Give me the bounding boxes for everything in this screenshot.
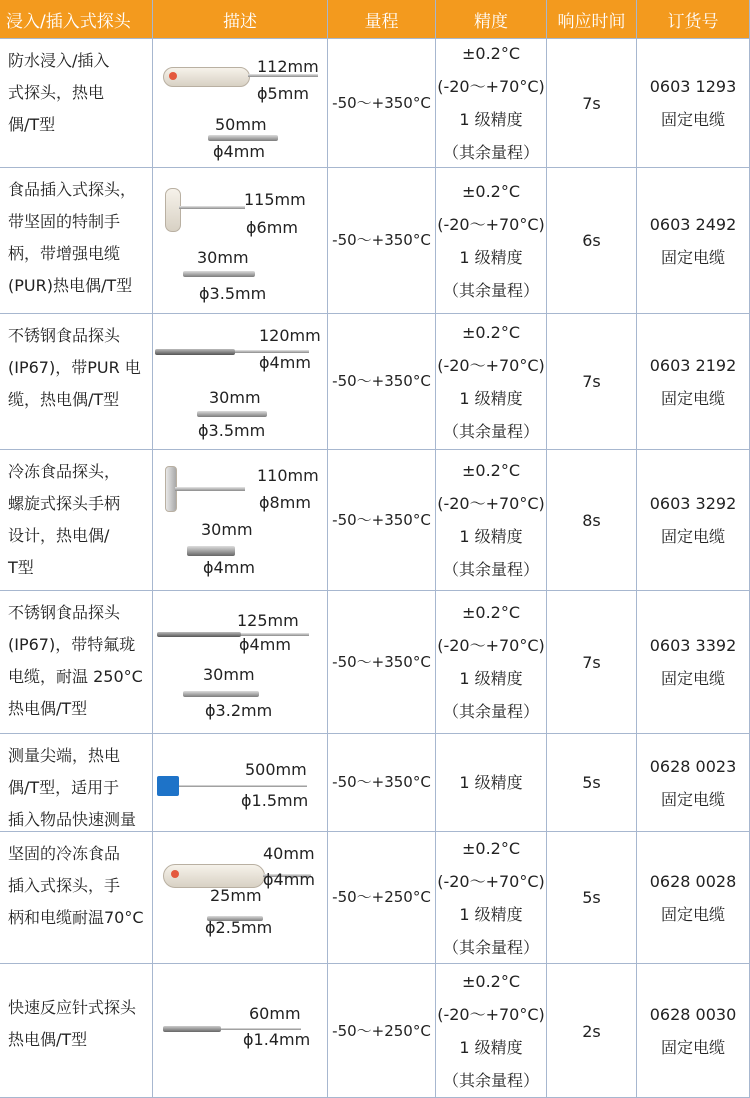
diameter-label: ϕ6mm [246, 218, 298, 237]
precision-cell [436, 168, 547, 313]
precision-line: （其余量程） [442, 937, 539, 957]
diameter-label: ϕ4mm [239, 635, 291, 654]
probe-description [153, 832, 328, 963]
length-label: 40mm [263, 844, 315, 863]
length-label: 120mm [259, 326, 321, 345]
order-cable-type: 固定电缆 [660, 669, 725, 688]
tip-length-label: 30mm [209, 388, 261, 407]
precision-cell [436, 964, 547, 1098]
precision-line: (-20～+70°C) [437, 355, 545, 375]
probe-name-line: 防水浸入/插入 [8, 51, 110, 70]
range-cell [328, 314, 436, 449]
range-value: -50～+350°C [332, 93, 431, 112]
range-value: -50～+350°C [332, 372, 431, 390]
precision-line: ±0.2°C [461, 461, 521, 480]
order-cell [637, 450, 750, 590]
probe-name-line: 电缆，耐温 250°C [8, 667, 143, 686]
precision-line: (-20～+70°C) [437, 1005, 545, 1024]
tip-length-label: 25mm [210, 886, 262, 905]
response-cell [547, 314, 637, 449]
header-range: 量程 [328, 0, 436, 38]
precision-line: （其余量程） [442, 143, 539, 162]
diameter-label: ϕ1.4mm [243, 1030, 311, 1049]
order-cable-type: 固定电缆 [660, 527, 725, 546]
range-value: -50～+250°C [332, 1021, 431, 1040]
order-cable-type: 固定电缆 [660, 789, 725, 809]
precision-line: （其余量程） [442, 702, 539, 721]
length-label: 60mm [249, 1004, 301, 1023]
probe-description [153, 964, 328, 1098]
probe-name-line: 带坚固的特制手 [8, 212, 121, 231]
range-value: -50～+350°C [332, 652, 431, 671]
range-value: -50～+350°C [332, 510, 431, 529]
range-cell [328, 734, 436, 831]
range-cell [328, 964, 436, 1098]
precision-line: (-20～+70°C) [437, 214, 545, 234]
order-cell [637, 832, 750, 963]
probe-name-line: 快速反应针式探头 [8, 998, 137, 1017]
probe-name-line: (IP67)，带特氟珑 [8, 635, 136, 654]
table-row [0, 167, 750, 313]
order-cable-type: 固定电缆 [660, 388, 725, 408]
tip-length-label: 50mm [215, 115, 267, 134]
probe-name-line: 不锈钢食品探头 [8, 326, 121, 345]
probe-name-line: 热电偶/T型 [8, 1030, 88, 1049]
probe-description [153, 450, 328, 590]
probe-description [153, 591, 328, 733]
order-number: 0603 3292 [649, 494, 737, 513]
probe-name [0, 450, 153, 590]
precision-line: ±0.2°C [461, 838, 521, 858]
order-number: 0603 2492 [649, 214, 737, 234]
order-number: 0628 0028 [649, 871, 737, 891]
probe-name-line: 插入式探头，手 [8, 876, 121, 895]
range-value: -50～+350°C [332, 231, 431, 249]
precision-line: ±0.2°C [461, 44, 521, 63]
response-value: 7s [582, 372, 601, 391]
probe-name-line: 坚固的冷冻食品 [8, 844, 121, 863]
response-value: 7s [582, 93, 601, 113]
order-number: 0628 0023 [649, 756, 737, 776]
length-label: 500mm [245, 760, 307, 779]
order-number: 0603 2192 [649, 355, 737, 375]
order-cable-type: 固定电缆 [660, 904, 725, 924]
precision-line: 1 级精度 [459, 669, 523, 688]
probe-name-line: 不锈钢食品探头 [8, 603, 121, 622]
precision-line: 1 级精度 [459, 247, 523, 267]
precision-cell [436, 39, 547, 167]
length-label: 125mm [237, 611, 299, 630]
probe-name-line: 设计，热电偶/ [8, 526, 110, 545]
response-value: 6s [582, 231, 601, 250]
tip-diameter-label: ϕ2.5mm [205, 918, 273, 937]
probe-name-line: 式探头，热电 [8, 83, 105, 102]
diameter-label: ϕ1.5mm [241, 791, 309, 810]
probe-name-line: 缆，热电偶/T型 [8, 390, 120, 409]
precision-cell [436, 832, 547, 963]
probe-name-line: 食品插入式探头， [8, 180, 137, 199]
probe-name-line: 热电偶/T型 [8, 699, 88, 718]
length-label: 115mm [244, 190, 306, 209]
tip-length-label: 30mm [197, 248, 249, 267]
tip-length-label: 30mm [203, 665, 255, 684]
response-value: 2s [582, 1021, 601, 1041]
precision-line: （其余量程） [442, 421, 539, 441]
precision-line: 1 级精度 [459, 388, 523, 408]
order-cable-type: 固定电缆 [660, 110, 725, 129]
tip-diameter-label: ϕ4mm [213, 142, 265, 161]
diameter-label: ϕ4mm [259, 353, 311, 372]
tip-diameter-label: ϕ3.5mm [198, 421, 266, 440]
precision-line: ±0.2°C [461, 972, 521, 991]
probe-name-line: 柄，带增强电缆 [8, 244, 121, 263]
response-cell [547, 734, 637, 831]
diameter-label: ϕ8mm [259, 493, 311, 512]
probe-description [153, 168, 328, 313]
response-cell [547, 168, 637, 313]
probe-name [0, 39, 153, 167]
range-value: -50～+350°C [332, 773, 431, 791]
response-value: 5s [582, 888, 601, 907]
diameter-label: ϕ4mm [263, 870, 315, 889]
precision-line: 1 级精度 [459, 773, 523, 792]
diameter-label: ϕ5mm [257, 84, 309, 103]
precision-line: （其余量程） [442, 280, 539, 300]
precision-cell [436, 450, 547, 590]
tip-diameter-label: ϕ3.5mm [199, 284, 267, 303]
response-cell [547, 832, 637, 963]
table-row [0, 590, 750, 733]
probe-name [0, 168, 153, 313]
probe-name-line: 偶/T型，适用于 [8, 778, 120, 797]
precision-cell [436, 314, 547, 449]
probe-name-line: (PUR)热电偶/T型 [8, 276, 133, 295]
order-number: 0603 3392 [649, 636, 737, 655]
range-cell [328, 450, 436, 590]
response-cell [547, 591, 637, 733]
precision-line: (-20～+70°C) [437, 636, 545, 655]
probe-name-line: 螺旋式探头手柄 [8, 494, 121, 513]
response-cell [547, 450, 637, 590]
length-label: 110mm [257, 466, 319, 485]
header-probe-type: 浸入/插入式探头 [0, 0, 153, 38]
range-cell [328, 591, 436, 733]
probe-name-line: 测量尖端，热电 [8, 746, 121, 765]
order-cell [637, 314, 750, 449]
probe-description [153, 314, 328, 449]
precision-line: ±0.2°C [461, 181, 521, 201]
order-cable-type: 固定电缆 [660, 247, 725, 267]
order-cable-type: 固定电缆 [660, 1038, 725, 1057]
table-row [0, 38, 750, 167]
table-header [0, 0, 750, 38]
probe-name [0, 734, 153, 831]
header-order-number: 订货号 [637, 0, 750, 38]
tip-diameter-label: ϕ3.2mm [205, 701, 273, 720]
precision-line: 1 级精度 [459, 110, 523, 129]
order-cell [637, 39, 750, 167]
table-row [0, 963, 750, 1098]
order-number: 0603 1293 [649, 77, 737, 96]
tip-length-label: 30mm [201, 520, 253, 539]
probe-name [0, 964, 153, 1098]
precision-cell [436, 734, 547, 831]
precision-line: （其余量程） [442, 560, 539, 579]
precision-line: (-20～+70°C) [437, 871, 545, 891]
precision-line: (-20～+70°C) [437, 494, 545, 513]
probe-name-line: 插入物品快速测量 [8, 810, 137, 829]
table-row [0, 313, 750, 449]
precision-line: （其余量程） [442, 1071, 539, 1090]
precision-line: 1 级精度 [459, 527, 523, 546]
order-cell [637, 591, 750, 733]
table-row [0, 449, 750, 590]
table-row [0, 733, 750, 831]
probe-description [153, 39, 328, 167]
precision-line: 1 级精度 [459, 904, 523, 924]
precision-line: (-20～+70°C) [437, 77, 545, 96]
tip-diameter-label: ϕ4mm [203, 558, 255, 577]
probe-name-line: 偶/T型 [8, 115, 56, 134]
probe-name [0, 591, 153, 733]
probe-description [153, 734, 328, 831]
probe-name [0, 832, 153, 963]
probe-name [0, 314, 153, 449]
header-response-time: 响应时间 [547, 0, 637, 38]
response-cell [547, 39, 637, 167]
probe-name-line: T型 [8, 558, 34, 577]
response-value: 5s [582, 773, 601, 792]
response-cell [547, 964, 637, 1098]
probe-name-line: 冷冻食品探头， [8, 462, 121, 481]
table-row [0, 831, 750, 963]
precision-line: 1 级精度 [459, 1038, 523, 1057]
order-cell [637, 168, 750, 313]
precision-line: ±0.2°C [461, 322, 521, 342]
range-cell [328, 168, 436, 313]
precision-cell [436, 591, 547, 733]
length-label: 112mm [257, 57, 319, 76]
response-value: 8s [582, 510, 601, 530]
precision-line: ±0.2°C [461, 603, 521, 622]
order-cell [637, 734, 750, 831]
probe-name-line: (IP67)，带PUR 电 [8, 358, 141, 377]
range-cell [328, 39, 436, 167]
probe-name-line: 柄和电缆耐温70°C [8, 908, 144, 927]
range-value: -50～+250°C [332, 888, 431, 906]
header-precision: 精度 [436, 0, 547, 38]
order-cell [637, 964, 750, 1098]
header-description: 描述 [153, 0, 328, 38]
range-cell [328, 832, 436, 963]
order-number: 0628 0030 [649, 1005, 737, 1024]
response-value: 7s [582, 652, 601, 672]
